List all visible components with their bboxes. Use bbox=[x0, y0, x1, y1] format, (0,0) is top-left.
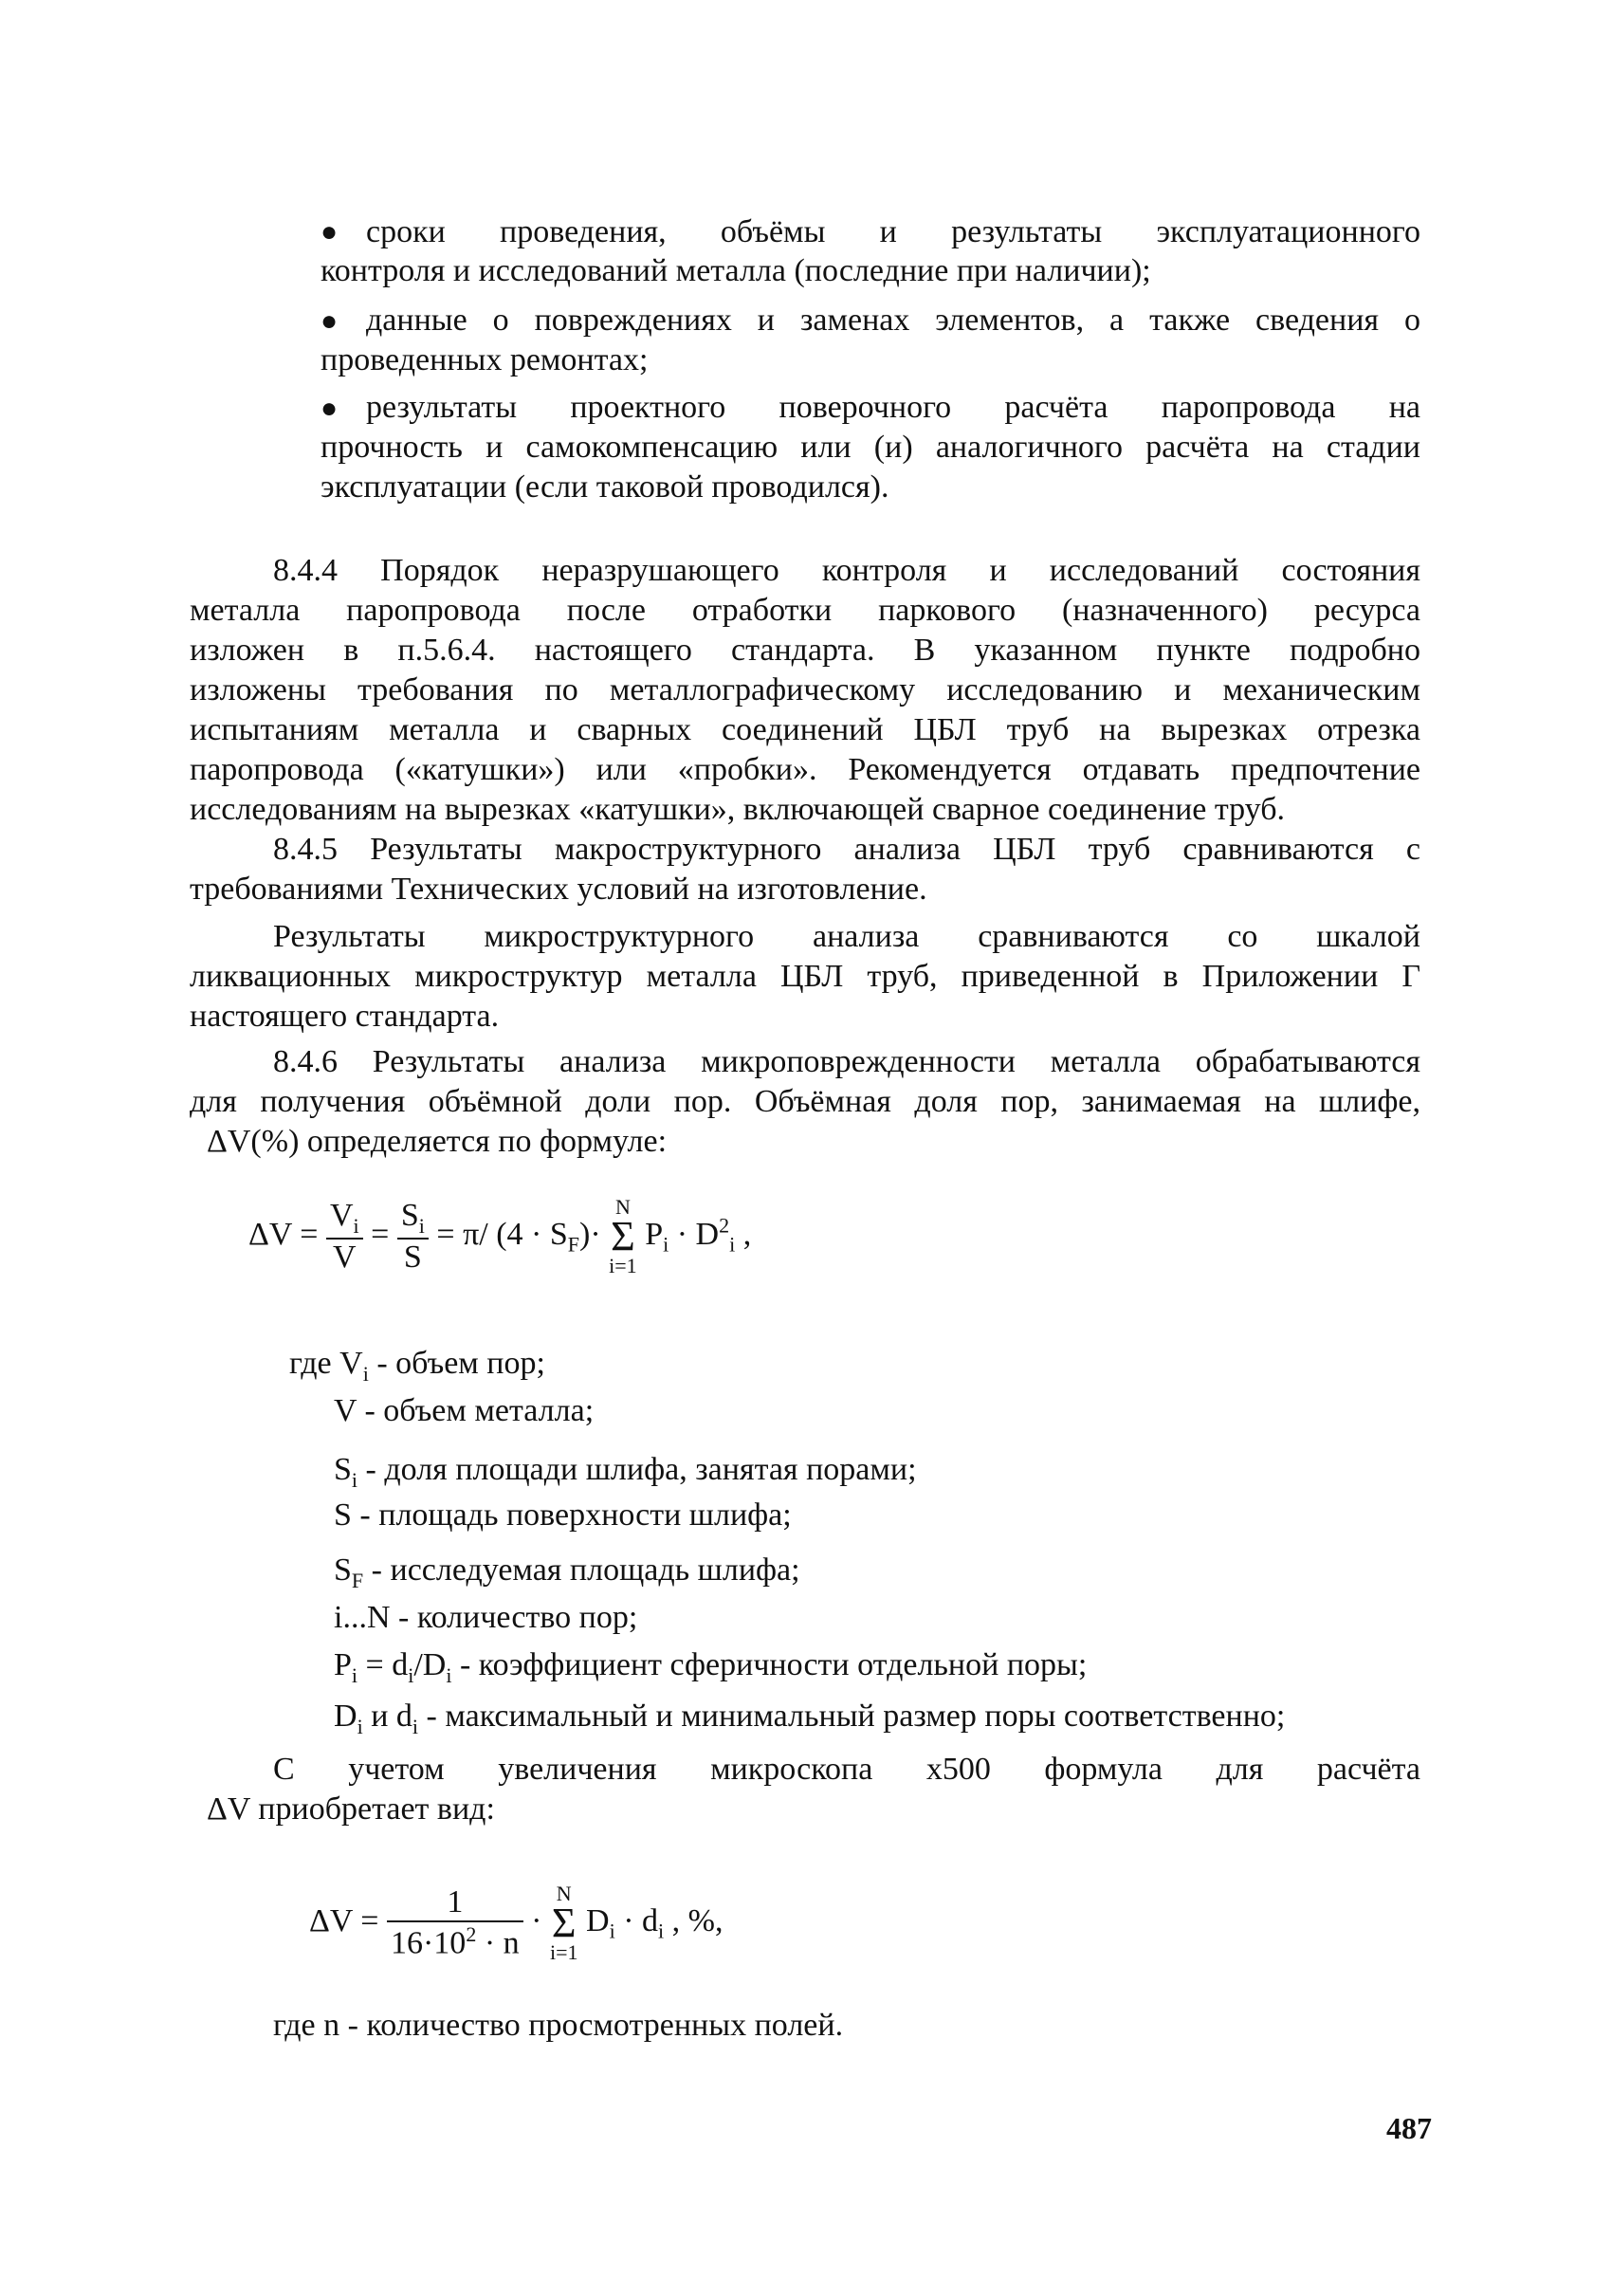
definition-vi bbox=[289, 1345, 545, 1393]
fraction-numerator: 1 bbox=[387, 1884, 523, 1922]
subscript: i bbox=[351, 1467, 358, 1492]
pi-term: = π/ (4 · S bbox=[436, 1216, 568, 1252]
subscript: i bbox=[408, 1662, 414, 1687]
fraction-denominator-tail: · n bbox=[476, 1925, 520, 1961]
definition-si bbox=[334, 1451, 917, 1499]
bullet-icon: ● bbox=[321, 305, 339, 337]
fraction-numerator: S bbox=[400, 1197, 419, 1233]
fraction-denominator: V bbox=[333, 1240, 357, 1276]
para-844-line-6: паропровода («катушки») или «пробки». Рекомендуется отдавать предпочтение bbox=[190, 752, 1420, 787]
definition-text: - объем металла; bbox=[356, 1393, 595, 1428]
para-844-line-7: исследованиям на вырезках «катушки», включающей сварное соединение труб. bbox=[190, 792, 1286, 827]
definition-text: /D bbox=[413, 1647, 447, 1682]
sum-symbol: N Σ i=1 bbox=[609, 1195, 637, 1277]
para-845-line-1: 8.4.5 Результаты макроструктурного анализа ЦБЛ труб сравниваются с bbox=[273, 832, 1420, 867]
formula-microscope bbox=[309, 1883, 723, 1963]
bullet-1-line-2: контроля и исследований металла (последние при наличии); bbox=[321, 253, 1151, 288]
subscript: F bbox=[567, 1232, 579, 1257]
definition-symbol: P bbox=[334, 1647, 352, 1682]
para-846-line-3: ΔV(%) определяется по формуле: bbox=[207, 1124, 668, 1159]
fraction-si-s bbox=[397, 1198, 429, 1277]
definition-text: и d bbox=[362, 1699, 412, 1734]
definition-text: - количество пор; bbox=[390, 1600, 638, 1635]
formula-lhs: ΔV = bbox=[248, 1216, 319, 1252]
definition-symbol: S bbox=[334, 1497, 352, 1533]
subscript: i bbox=[609, 1919, 615, 1943]
definition-symbol: S bbox=[334, 1452, 352, 1487]
bullet-3-line-2: прочность и самокомпенсацию или (и) аналогичного расчёта на стадии bbox=[321, 430, 1420, 465]
bullet-icon: ● bbox=[321, 216, 339, 248]
definition-symbol: S bbox=[334, 1552, 352, 1588]
para-846-line-1: 8.4.6 Результаты анализа микроповрежденности металла обрабатываются bbox=[273, 1044, 1420, 1079]
subscript: i bbox=[351, 1662, 358, 1687]
page-number: 487 bbox=[1386, 2111, 1432, 2145]
subscript: i bbox=[446, 1662, 452, 1687]
definition-symbol: i...N bbox=[334, 1600, 391, 1635]
definition-n bbox=[334, 1599, 637, 1637]
subscript: F bbox=[351, 1568, 364, 1592]
subscript: i bbox=[418, 1213, 425, 1238]
subscript: i bbox=[663, 1232, 669, 1257]
definition-text: - коэффициент сферичности отдельной поры; bbox=[451, 1647, 1088, 1682]
subscript: i bbox=[729, 1232, 736, 1257]
formula-volume-fraction: ΔV = $\frac{V_i}{V}$ = $\frac{S_i}{S}$ = π/ $(4 \cdot S_F)\cdot N$ Σ i=1 $P_i \cdot D^2_i$ , bbox=[248, 1195, 752, 1277]
para-846-line-2: для получения объёмной доли пор. Объёмная доля пор, занимаемая на шлифе, bbox=[190, 1084, 1420, 1119]
definition-prefix: где bbox=[289, 1346, 340, 1381]
fraction-denominator: 16·10 bbox=[390, 1925, 467, 1961]
bullet-2-line-1: данные о повреждениях и заменах элементов, а также сведения о bbox=[366, 303, 1420, 338]
definition-text: = d bbox=[357, 1647, 409, 1682]
subscript: i bbox=[353, 1213, 359, 1238]
subscript: i bbox=[362, 1361, 369, 1386]
sum-lower-limit: i=1 bbox=[609, 1254, 637, 1277]
definition-pi bbox=[334, 1646, 1087, 1695]
para-845-line-2: требованиями Технических условий на изготовление. bbox=[190, 872, 927, 907]
fraction-denominator: S bbox=[403, 1240, 422, 1276]
bullet-3-line-3: эксплуатации (если таковой проводился). bbox=[321, 469, 889, 505]
formula-end: , bbox=[735, 1216, 752, 1252]
pi-close: )· bbox=[579, 1216, 601, 1252]
final-line: где n - количество просмотренных полей. bbox=[273, 2008, 844, 2043]
formula-end: , %, bbox=[664, 1902, 724, 1938]
definition-text: - доля площади шлифа, занятая порами; bbox=[357, 1452, 917, 1487]
superscript: 2 bbox=[466, 1922, 477, 1947]
superscript: 2 bbox=[719, 1213, 730, 1238]
term-d-small: · d bbox=[614, 1902, 659, 1938]
definition-v bbox=[334, 1392, 594, 1430]
term-p: P bbox=[645, 1216, 664, 1252]
sum-upper-limit: N bbox=[556, 1882, 572, 1905]
bullet-3-line-1: результаты проектного поверочного расчёта паропровода на bbox=[366, 390, 1420, 425]
para-845b-line-1: Результаты микроструктурного анализа сравниваются со шкалой bbox=[273, 919, 1420, 954]
definition-sf bbox=[334, 1552, 800, 1600]
multiply-dot: · bbox=[531, 1902, 542, 1938]
sum-symbol: N Σ i=1 bbox=[549, 1882, 578, 1964]
sum-upper-limit: N bbox=[614, 1195, 631, 1219]
bullet-icon: ● bbox=[321, 393, 339, 424]
para-845b-line-3: настоящего стандарта. bbox=[190, 999, 500, 1034]
bullet-2-line-2: проведенных ремонтах; bbox=[321, 342, 649, 377]
para-845b-line-2: ликвационных микроструктур металла ЦБЛ труб, приведенной в Приложении Г bbox=[190, 959, 1420, 994]
fraction-vi-v bbox=[326, 1198, 363, 1277]
fraction-coefficient bbox=[387, 1884, 523, 1961]
para-microscope-line-1: С учетом увеличения микроскопа х500 формула для расчёта bbox=[273, 1752, 1420, 1787]
subscript: i bbox=[412, 1714, 419, 1738]
para-844-line-3: изложен в п.5.6.4. настоящего стандарта. В указанном пункте подробно bbox=[190, 633, 1420, 668]
definition-text: - объем пор; bbox=[368, 1346, 545, 1381]
bullet-1-line-1: сроки проведения, объёмы и результаты эксплуатационного bbox=[366, 214, 1420, 249]
fraction-numerator: V bbox=[329, 1197, 354, 1233]
sum-lower-limit: i=1 bbox=[549, 1940, 578, 1964]
subscript: i bbox=[658, 1919, 665, 1943]
definition-text: - площадь поверхности шлифа; bbox=[351, 1497, 792, 1533]
formula-lhs: ΔV = bbox=[309, 1902, 379, 1938]
term-d: D bbox=[586, 1902, 610, 1938]
definition-symbol: V bbox=[339, 1346, 363, 1381]
para-844-line-1: 8.4.4 Порядок неразрушающего контроля и исследований состояния bbox=[273, 553, 1420, 588]
definition-di bbox=[334, 1698, 1285, 1746]
para-844-line-2: металла паропровода после отработки паркового (назначенного) ресурса bbox=[190, 593, 1420, 628]
definition-s bbox=[334, 1497, 792, 1534]
para-microscope-line-2: ΔV приобретает вид: bbox=[207, 1791, 495, 1827]
para-844-line-4: изложены требования по металлографическому исследованию и механическим bbox=[190, 672, 1420, 707]
para-844-line-5: испытаниям металла и сварных соединений ЦБЛ труб на вырезках отрезка bbox=[190, 712, 1420, 747]
definition-symbol: V bbox=[334, 1393, 357, 1428]
definition-text: - максимальный и минимальный размер поры соответственно; bbox=[418, 1699, 1286, 1734]
definition-symbol: D bbox=[334, 1699, 357, 1734]
subscript: i bbox=[357, 1714, 363, 1738]
definition-text: - исследуемая площадь шлифа; bbox=[363, 1552, 800, 1588]
term-d: · D bbox=[669, 1216, 720, 1252]
